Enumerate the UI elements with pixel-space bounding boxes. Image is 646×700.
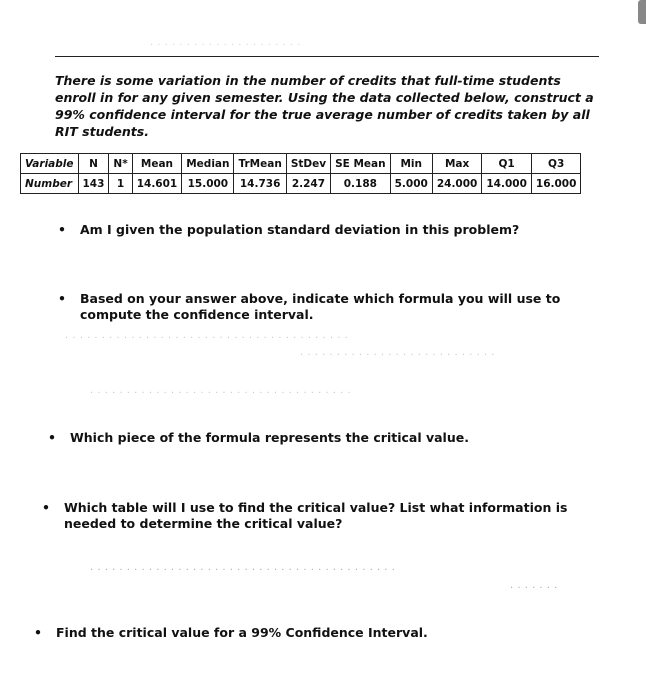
header-cell: N [78,154,109,174]
bleed-through-text: · · · · · · · · · · · · · · · · · · · · · [150,40,301,51]
table-cell: 14.601 [132,174,182,194]
header-cell: N* [109,154,132,174]
header-cell: Variable [21,154,79,174]
bullet-icon: • [42,500,50,515]
table-cell: 1 [109,174,132,194]
table-cell: Number [21,174,79,194]
table-cell: 2.247 [286,174,330,194]
question-text: Am I given the population standard deviation in this problem? [80,222,520,237]
header-rule [55,56,599,57]
header-cell: TrMean [234,154,286,174]
table-cell: 143 [78,174,109,194]
table-cell: 14.000 [482,174,532,194]
question-4 [42,500,584,532]
header-cell: Min [390,154,432,174]
bleed-through-text: · · · · · · · · · · · · · · · · · · · · · · · · · · · · · · · · · · · · [90,388,352,399]
question-text: Find the critical value for a 99% Confidence Interval. [56,625,428,640]
bullet-icon: • [48,430,56,445]
header-cell: Max [432,154,482,174]
bullet-icon: • [34,625,42,640]
header-cell: Mean [132,154,182,174]
header-cell: Q1 [482,154,532,174]
question-text: Based on your answer above, indicate which formula you will use to compute the confidence interval. [80,291,561,322]
header-cell: StDev [286,154,330,174]
question-5 [34,625,428,641]
bullet-icon: • [58,222,66,237]
bleed-through-text: · · · · · · · · · · · · · · · · · · · · · · · · · · · [300,350,495,361]
question-text: Which table will I use to find the critical value? List what information is needed to determine the critical value? [64,500,568,531]
table-row [21,174,581,194]
table-cell: 0.188 [331,174,391,194]
header-cell: Q3 [531,154,581,174]
header-cell: SE Mean [331,154,391,174]
header-cell: Median [182,154,234,174]
table-cell: 14.736 [234,174,286,194]
bullet-icon: • [58,291,66,306]
bleed-through-text: · · · · · · · · · · · · · · · · · · · · · · · · · · · · · · · · · · · · · · · · · · [90,565,396,576]
problem-statement: There is some variation in the number of credits that full-time students enroll in for any given semester. Using the data collected below, construct a 99% confidence interval for the true average number of credits taken by all RIT students. [55,73,594,139]
bleed-through-text: · · · · · · · · · · · · · · · · · · · · · · · · · · · · · · · · · · · · · · · [65,333,349,344]
page-edge-tab [638,0,646,24]
table-cell: 5.000 [390,174,432,194]
table-header-row [21,154,581,174]
table-cell: 24.000 [432,174,482,194]
question-3 [48,430,469,446]
question-1 [58,222,520,238]
table-cell: 16.000 [531,174,581,194]
table-cell: 15.000 [182,174,234,194]
statistics-table [20,153,581,194]
bleed-through-text: · · · · · · · [510,583,558,594]
question-text: Which piece of the formula represents the critical value. [70,430,469,445]
question-2 [58,291,580,323]
